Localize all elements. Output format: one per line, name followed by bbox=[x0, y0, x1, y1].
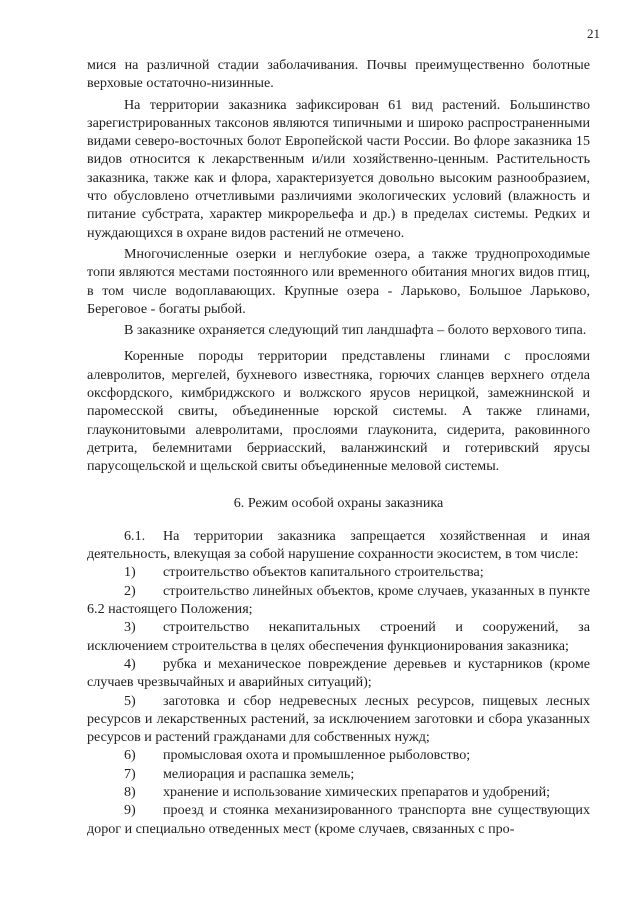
list-item bbox=[87, 765, 590, 783]
list-item-text: промысловая охота и промышленное рыболовство; bbox=[163, 747, 471, 764]
list-item-number: 6) bbox=[124, 747, 136, 764]
list-item bbox=[87, 563, 590, 581]
list-item-text: строительство линейных объектов, кроме случаев, указанных в пункте 6.2 настоящего Положения; bbox=[87, 582, 590, 618]
list-item-text: заготовка и сбор недревесных лесных ресурсов, пищевых лесных ресурсов и лекарственных растений, за исключением заготовки и сбора указанных ресурсов и растений гражданами для собственных нужд; bbox=[87, 692, 590, 746]
list-item-number: 8) bbox=[124, 783, 136, 800]
list-item-text: проезд и стоянка механизированного транспорта вне существующих дорог и специально отведенных мест (кроме случаев, связанных с про- bbox=[87, 802, 590, 837]
list-item bbox=[87, 692, 590, 747]
list-item-number: 3) bbox=[124, 619, 136, 636]
list-item-number: 5) bbox=[124, 692, 136, 709]
list-item-number: 1) bbox=[124, 564, 136, 581]
list-item bbox=[87, 783, 590, 801]
list-item-number: 4) bbox=[124, 655, 136, 672]
section-intro bbox=[87, 527, 590, 564]
list-item bbox=[87, 582, 590, 619]
list-item-text: мелиорация и распашка земель; bbox=[163, 765, 355, 782]
list-item-number: 7) bbox=[124, 765, 136, 782]
paragraph-lakes: Многочисленные озерки и неглубокие озера, а также труднопроходимые топи являются местами постоянного или временного обитания многих видов птиц, в том числе водоплавающих. Крупные озера - Ларьково, Большое Ларьково, Береговое - богаты рыбой. bbox=[87, 245, 590, 317]
list-item bbox=[87, 746, 590, 764]
section-intro-number: 6.1. bbox=[124, 527, 146, 544]
list-item-text: строительство некапитальных строений и сооружений, за исключением строительства в целях обеспечения функционирования заказника; bbox=[87, 619, 590, 654]
document-body bbox=[87, 56, 590, 838]
section-heading: 6. Режим особой охраны заказника bbox=[233, 494, 444, 511]
list-item bbox=[87, 655, 590, 692]
list-item-number: 9) bbox=[124, 802, 136, 819]
page-number: 21 bbox=[587, 26, 600, 41]
section-intro-text: На территории заказника запрещается хозяйственная и иная деятельность, влекущая за собой нарушение сохранности экосистем, в том числе: bbox=[87, 527, 590, 563]
paragraph-geology: Коренные породы территории представлены глинами с прослоями алевролитов, мергелей, бухневого известняка, горючих сланцев верхнего отдела оксфордского, кимбриджского и волжского ярусов нерицкой, замежнинской и паромесской свиты, объединенные юрской системы. А также глинами, глауконитовыми алевролитами, прослоями глауконита, сидерита, раковинного детрита, белемнитами берриасский, валанжинский и готеривский ярусы парусощельской и щельской свиты объединенные меловой системы. bbox=[87, 348, 590, 475]
list-item bbox=[87, 801, 590, 838]
list-item-number: 2) bbox=[124, 582, 136, 599]
list-item-text: строительство объектов капитального строительства; bbox=[163, 564, 484, 581]
paragraph-landscape: В заказнике охраняется следующий тип ландшафта – болото верхового типа. bbox=[124, 322, 587, 339]
paragraph-soils: мися на различной стадии заболачивания. Почвы преимущественно болотные верховые остаточно-низинные. bbox=[87, 57, 590, 92]
list-item bbox=[87, 618, 590, 655]
list-item-text: хранение и использование химических препаратов и удобрений; bbox=[163, 783, 551, 800]
paragraph-flora: На территории заказника зафиксирован 61 вид растений. Большинство зарегистрированных таксонов являются типичными и широко распространенными видами северо-восточных болот Европейской части России. Во флоре заказника 15 видов относится к лекарственным и/или хозяйственно-ценным. Растительность заказника, также как и флора, характеризуется довольно высоким разнообразием, что обусловлено отчетливыми различиями экологических условий (влажность и питание субстрата, характер микрорельефа и др.) в пределах системы. Редких и нуждающихся в охране видов растений не отмечено. bbox=[87, 96, 590, 241]
list-item-text: рубка и механическое повреждение деревьев и кустарников (кроме случаев чрезвычайных и аварийных ситуаций); bbox=[87, 655, 590, 691]
